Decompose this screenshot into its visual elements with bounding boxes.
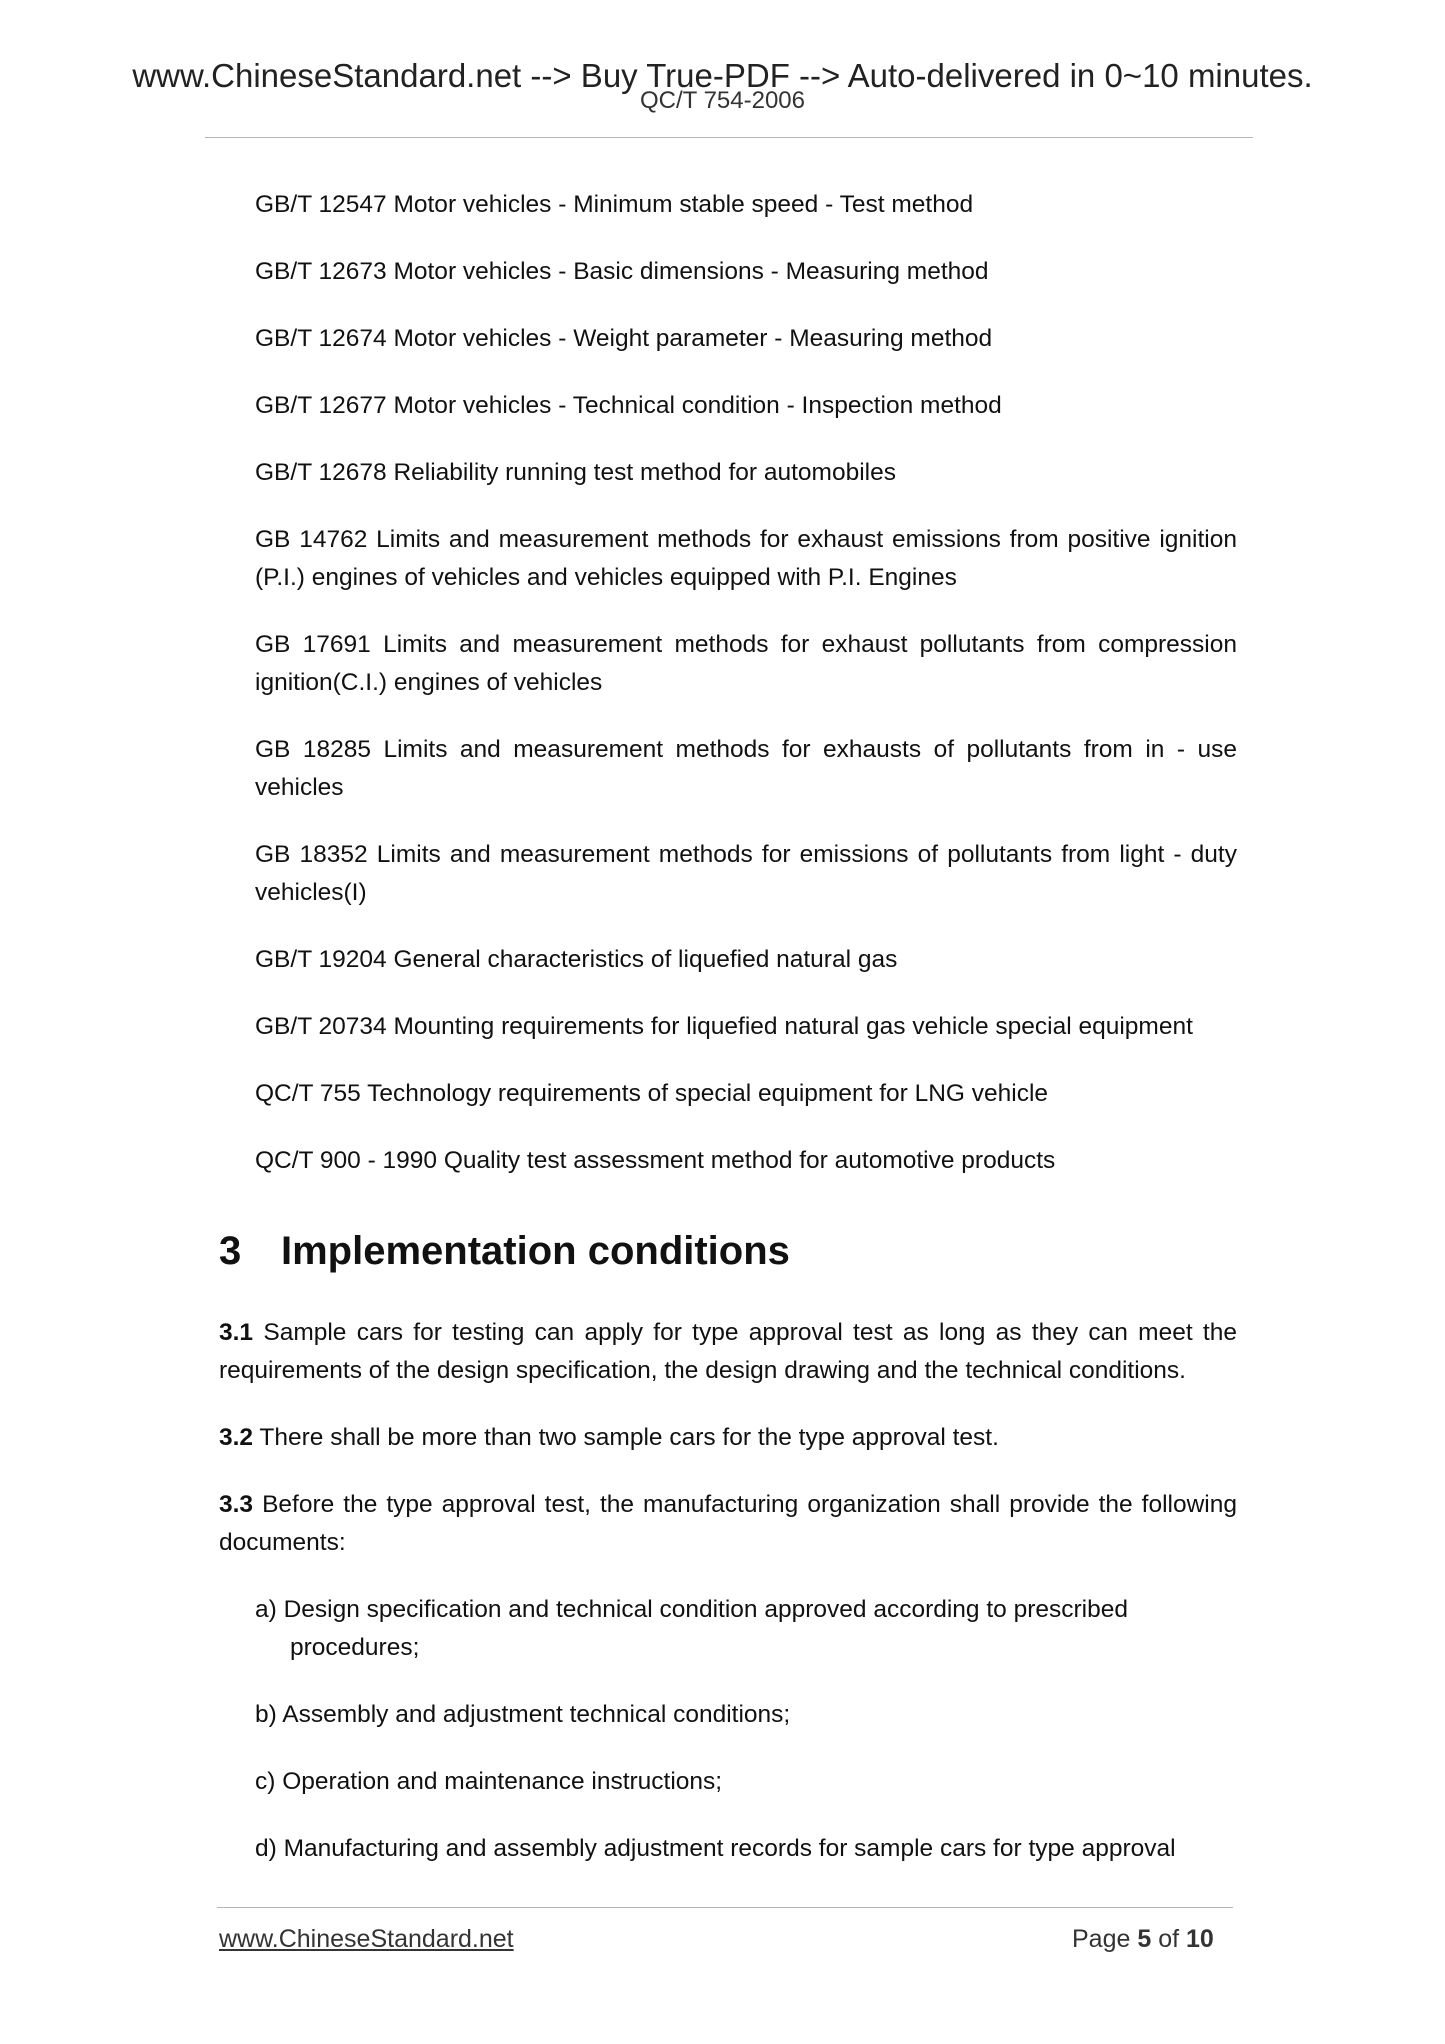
section-title: Implementation conditions: [281, 1229, 790, 1273]
document-code: QC/T 754-2006: [640, 87, 805, 114]
page-total: 10: [1186, 1925, 1214, 1953]
section-number: 3: [219, 1229, 242, 1273]
reference-item: GB 18352 Limits and measurement methods for emissions of pollutants from light - duty vehicles(I): [255, 841, 1237, 906]
reference-item: QC/T 755 Technology requirements of special equipment for LNG vehicle: [255, 1080, 1049, 1107]
page-label: Page: [1072, 1925, 1138, 1953]
reference-item: QC/T 900 - 1990 Quality test assessment method for automotive products: [255, 1147, 1056, 1174]
reference-item: GB/T 12677 Motor vehicles - Technical condition - Inspection method: [255, 392, 1002, 419]
clause-3-2: [219, 1419, 1237, 1457]
footer-divider: [217, 1907, 1233, 1908]
of-label: of: [1151, 1925, 1186, 1953]
list-item-b: b) Assembly and adjustment technical conditions;: [255, 1701, 791, 1728]
clause-text: There shall be more than two sample cars for the type approval test.: [253, 1424, 999, 1451]
site-banner[interactable]: www.ChineseStandard.net --> Buy True-PDF --> Auto-delivered in 0~10 minutes.: [132, 57, 1313, 94]
list-item-continuation: procedures;: [290, 1634, 420, 1661]
clause-text: Sample cars for testing can apply for type approval test as long as they can meet the requirements of the design specification, the design drawing and the technical conditions.: [219, 1319, 1237, 1384]
clause-number: 3.1: [219, 1319, 254, 1346]
list-item-c: c) Operation and maintenance instructions;: [255, 1768, 723, 1795]
clause-3-3: [219, 1486, 1237, 1562]
clause-number: 3.3: [219, 1491, 254, 1518]
section-heading: [219, 1225, 790, 1277]
list-item-text: a) Design specification and technical condition approved according to prescribed: [255, 1596, 1128, 1623]
reference-item: GB 17691 Limits and measurement methods for exhaust pollutants from compression ignition(C.I.) engines of vehicles: [255, 631, 1237, 696]
reference-item: GB 14762 Limits and measurement methods for exhaust emissions from positive ignition (P.I.) engines of vehicles and vehicles equipped with P.I. Engines: [255, 526, 1237, 591]
clause-text: Before the type approval test, the manufacturing organization shall provide the following documents:: [219, 1491, 1237, 1556]
reference-item: GB/T 12547 Motor vehicles - Minimum stable speed - Test method: [255, 191, 974, 218]
reference-item: GB/T 12673 Motor vehicles - Basic dimensions - Measuring method: [255, 258, 989, 285]
header-divider: [205, 137, 1253, 138]
list-item-d: d) Manufacturing and assembly adjustment records for sample cars for type approval: [255, 1835, 1176, 1862]
reference-item: GB 18285 Limits and measurement methods for exhausts of pollutants from in - use vehicles: [255, 736, 1237, 801]
page-indicator: [1072, 1924, 1214, 1954]
reference-item: GB/T 19204 General characteristics of liquefied natural gas: [255, 946, 898, 973]
reference-item: GB/T 12678 Reliability running test method for automobiles: [255, 459, 896, 486]
list-item-a: [255, 1591, 1237, 1667]
page-number: 5: [1137, 1925, 1152, 1953]
reference-item: GB/T 12674 Motor vehicles - Weight parameter - Measuring method: [255, 325, 993, 352]
clause-number: 3.2: [219, 1424, 254, 1451]
footer-site-link[interactable]: www.ChineseStandard.net: [219, 1925, 514, 1953]
clause-3-1: [219, 1314, 1237, 1390]
reference-item: GB/T 20734 Mounting requirements for liquefied natural gas vehicle special equipment: [255, 1013, 1193, 1040]
